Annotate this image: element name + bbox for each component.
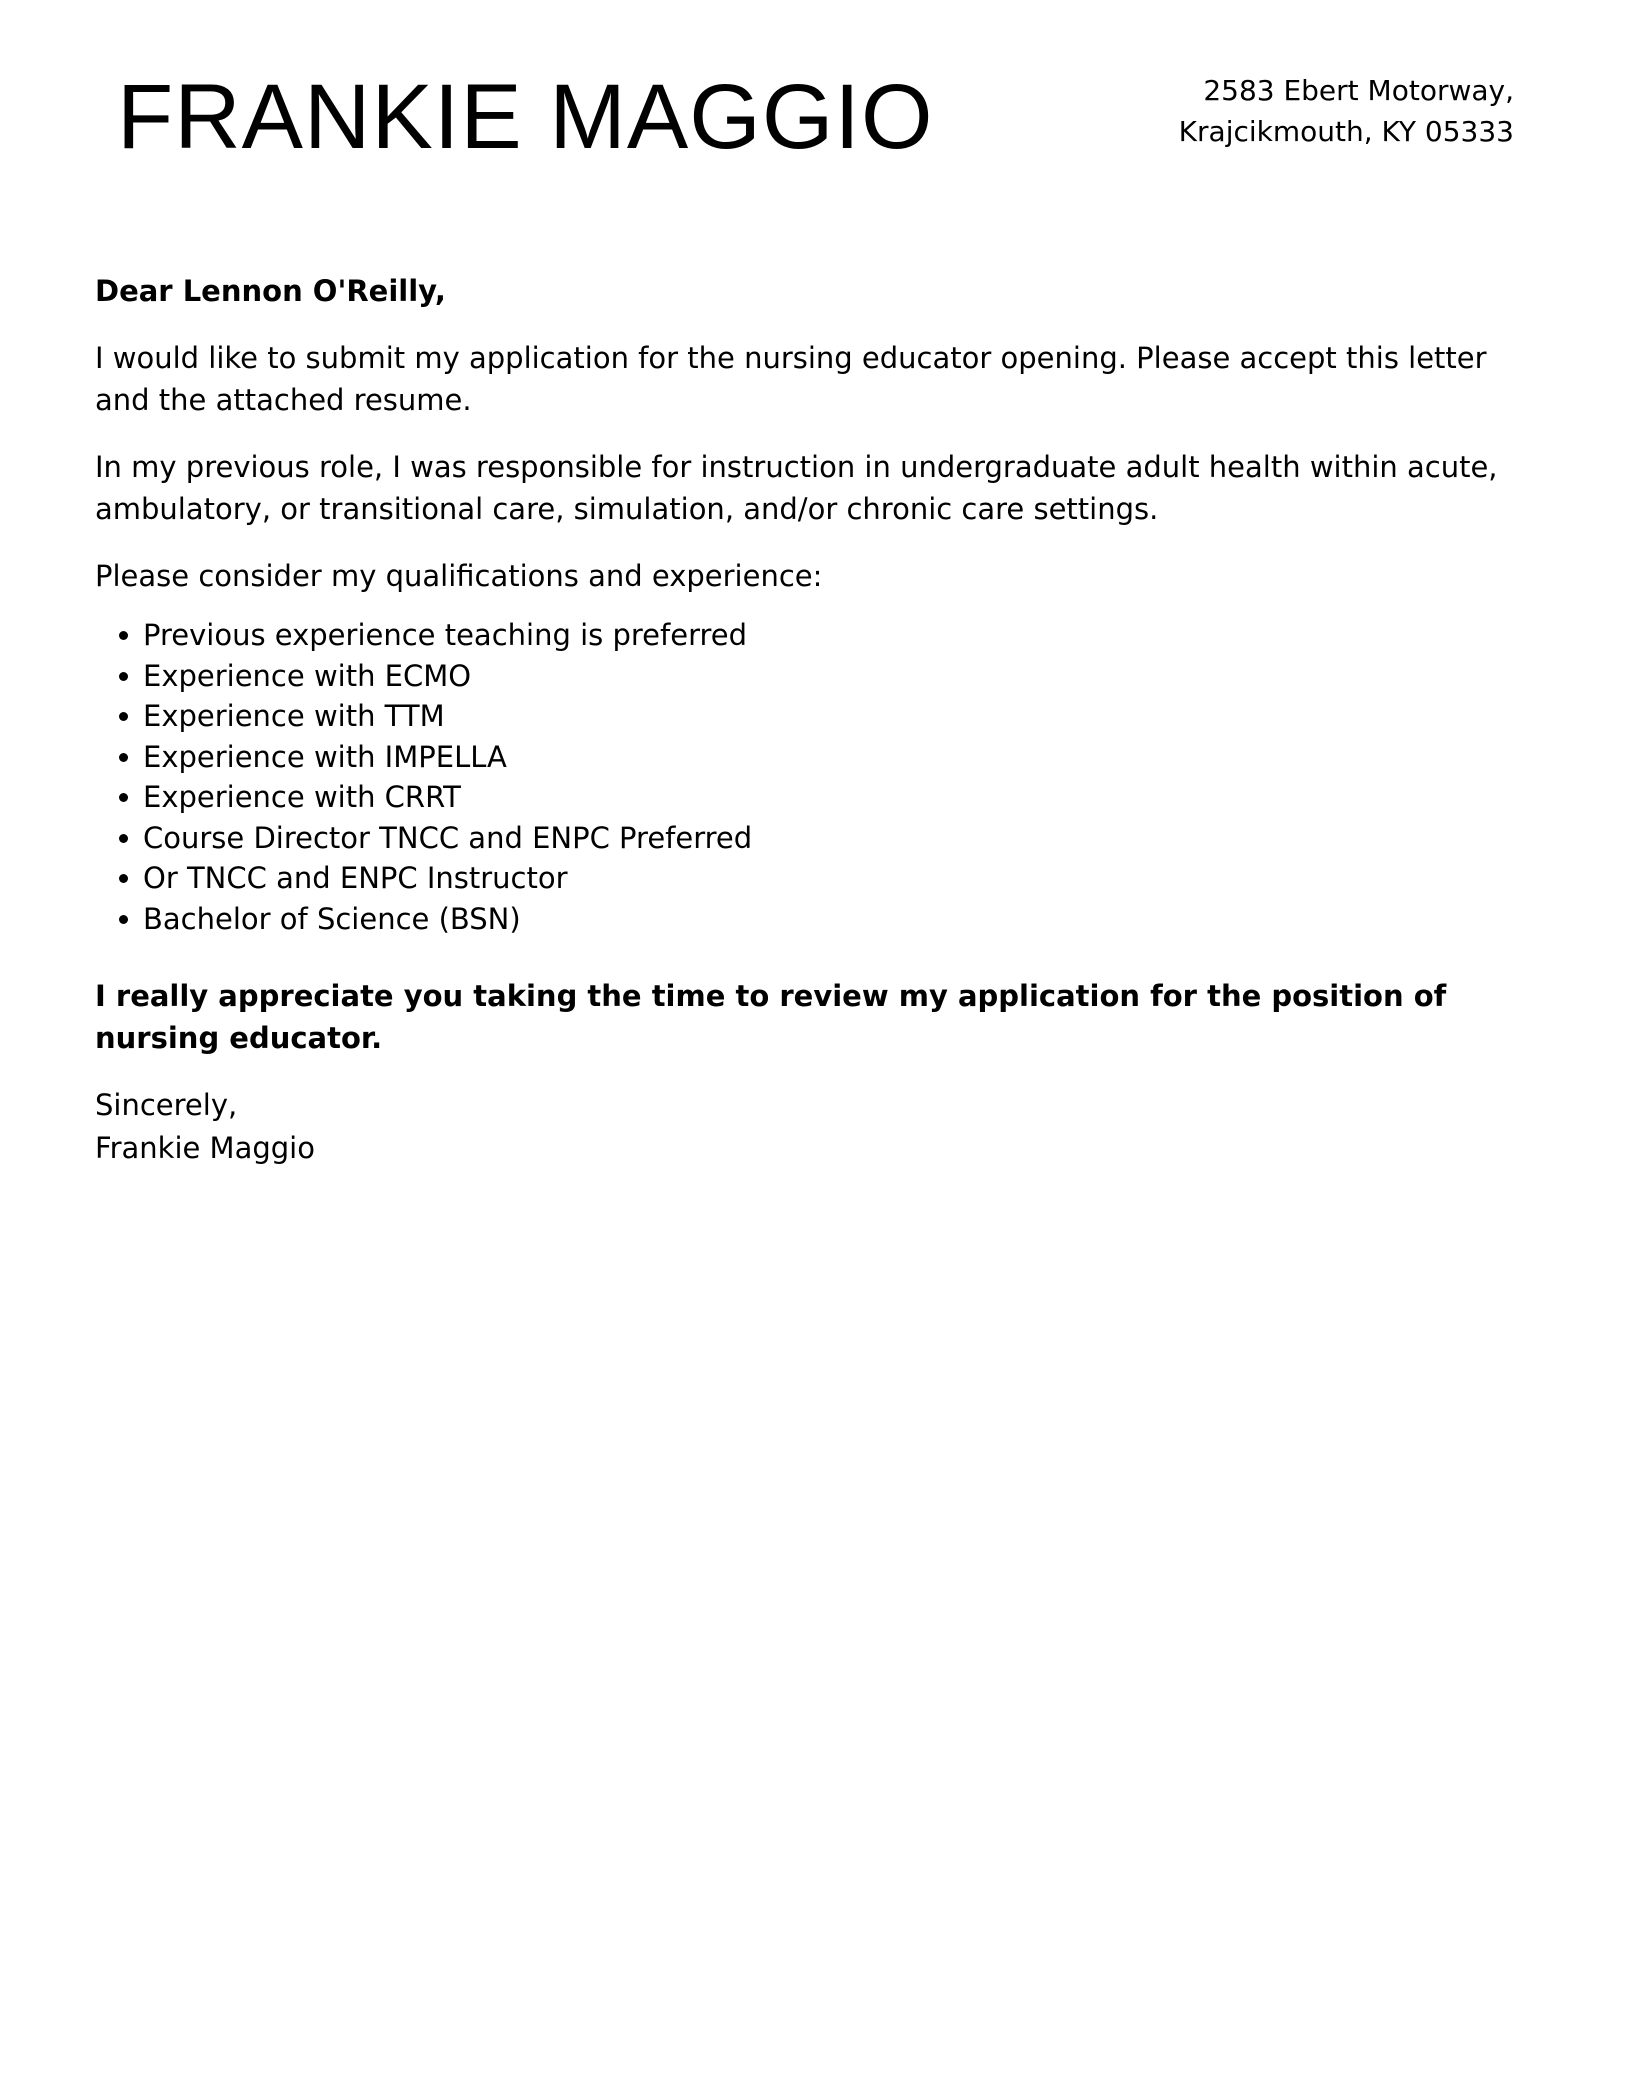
qualifications-list: [95, 615, 1525, 939]
bullet-icon: [119, 631, 128, 640]
signoff: Sincerely,: [95, 1088, 238, 1122]
address-line-2: Krajcikmouth, KY 05333: [1178, 115, 1514, 148]
letter-header: [0, 0, 1632, 200]
signature-name: Frankie Maggio: [95, 1131, 315, 1165]
bullet-icon: [119, 672, 128, 681]
list-item-text: Experience with CRRT: [143, 780, 461, 814]
list-item: [95, 858, 1525, 899]
list-item-text: Course Director TNCC and ENPC Preferred: [143, 820, 753, 855]
list-item-text: Experience with IMPELLA: [143, 739, 507, 774]
list-item-text: Experience with ECMO: [143, 658, 472, 693]
list-item: [95, 615, 1525, 656]
list-item: [95, 696, 1525, 737]
list-item-text: Experience with TTM: [143, 699, 445, 733]
list-item-text: Previous experience teaching is preferred: [143, 618, 748, 652]
bullet-icon: [119, 915, 128, 924]
signoff-block: [95, 1084, 1525, 1170]
list-item-text: Or TNCC and ENPC Instructor: [143, 861, 568, 895]
closing-statement: I really appreciate you taking the time to review my application for the position of nursing educator.: [95, 979, 1447, 1055]
bullet-icon: [119, 834, 128, 843]
list-item: [95, 899, 1525, 940]
salutation: Dear Lennon O'Reilly,: [95, 274, 446, 308]
list-item: [95, 777, 1525, 818]
applicant-name: FRANKIE MAGGIO: [117, 66, 934, 168]
list-item: [95, 818, 1525, 859]
address-line-1: 2583 Ebert Motorway,: [1203, 74, 1514, 107]
letter-body: [95, 270, 1525, 1170]
intro-paragraph: I would like to submit my application for the nursing educator opening. Please accept this letter and the attached resume.: [95, 341, 1487, 417]
bullet-icon: [119, 753, 128, 762]
bullet-icon: [119, 712, 128, 721]
qualifications-intro: Please consider my qualifications and experience:: [95, 559, 823, 593]
bullet-icon: [119, 793, 128, 802]
applicant-address: [1179, 70, 1514, 152]
experience-paragraph: In my previous role, I was responsible for instruction in undergraduate adult health within acute, ambulatory, or transitional care, simulation, and/or chronic care settings.: [95, 450, 1498, 526]
list-item: [95, 656, 1525, 697]
bullet-icon: [119, 874, 128, 883]
list-item: [95, 737, 1525, 778]
list-item-text: Bachelor of Science (BSN): [143, 901, 521, 936]
